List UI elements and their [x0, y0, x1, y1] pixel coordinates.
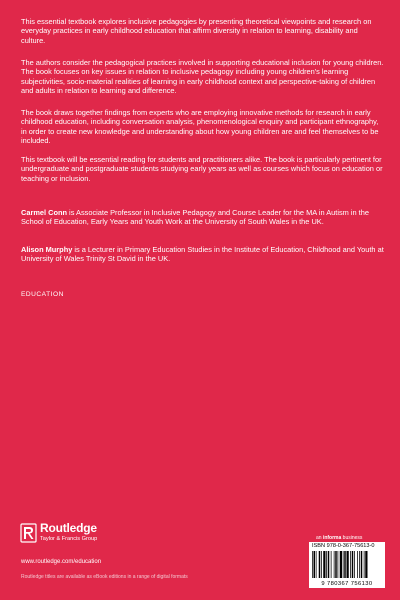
- isbn-barcode: [309, 542, 385, 588]
- publisher-name: Routledge: [40, 521, 97, 535]
- description-paragraph: The authors consider the pedagogical practices involved in supporting educational inclusion for young children. The book focuses on key issues in relation to inclusive pedagogy including young children's learning subjectivities, socio-material realities of learning in early childhood context and perspective-taking of children and adults in relation to learning and difference.: [21, 58, 384, 96]
- barcode-digits: 9 780367 756130: [321, 581, 373, 587]
- ebook-note: Routledge titles are available as eBook editions in a range of digital formats: [21, 574, 188, 580]
- author-name: Alison Murphy: [21, 245, 73, 254]
- isbn-label: ISBN 978-0-367-75613-0: [312, 543, 375, 549]
- description: [21, 155, 384, 183]
- author-bio: [21, 208, 384, 227]
- routledge-logo-icon: [20, 523, 37, 543]
- publisher-url[interactable]: www.routledge.com/education: [21, 559, 102, 565]
- author-bio: [21, 245, 384, 264]
- description-paragraph: This textbook will be essential reading for students and practitioners alike. The book is particularly pertinent for undergraduate and postgraduate students studying early years as well as courses which focus on education or teaching or inclusion.: [21, 155, 383, 183]
- description: [21, 108, 384, 146]
- description: [21, 17, 384, 45]
- description: [21, 58, 384, 96]
- informa-tagline: an informa business: [316, 535, 363, 541]
- author-name: Carmel Conn: [21, 208, 67, 217]
- barcode-bars: [312, 551, 382, 578]
- author-bio-text: is Associate Professor in Inclusive Pedagogy and Course Leader for the MA in Autism in the School of Education, Early Years and Youth Work at the University of South Wales in the UK.: [21, 208, 369, 227]
- description-paragraph: The book draws together findings from experts who are employing innovative methods for research in early childhood education, including conversation analysis, phenomenological enquiry and participant ethnography, in order to create new knowledge and understanding about how young children are and feel themselves to be included.: [21, 108, 379, 146]
- publisher-group: Taylor & Francis Group: [40, 536, 98, 542]
- subject-category: EDUCATION: [21, 291, 64, 298]
- description-paragraph: This essential textbook explores inclusive pedagogies by presenting theoretical viewpoints and research on everyday practices in early childhood education that affirm diversity in relation to learning, disability and culture.: [21, 17, 372, 45]
- author-bio-text: is a Lecturer in Primary Education Studies in the Institute of Education, Childhood and Youth at University of Wales Trinity St David in the UK.: [21, 245, 384, 264]
- informa-logo: informa: [322, 535, 342, 541]
